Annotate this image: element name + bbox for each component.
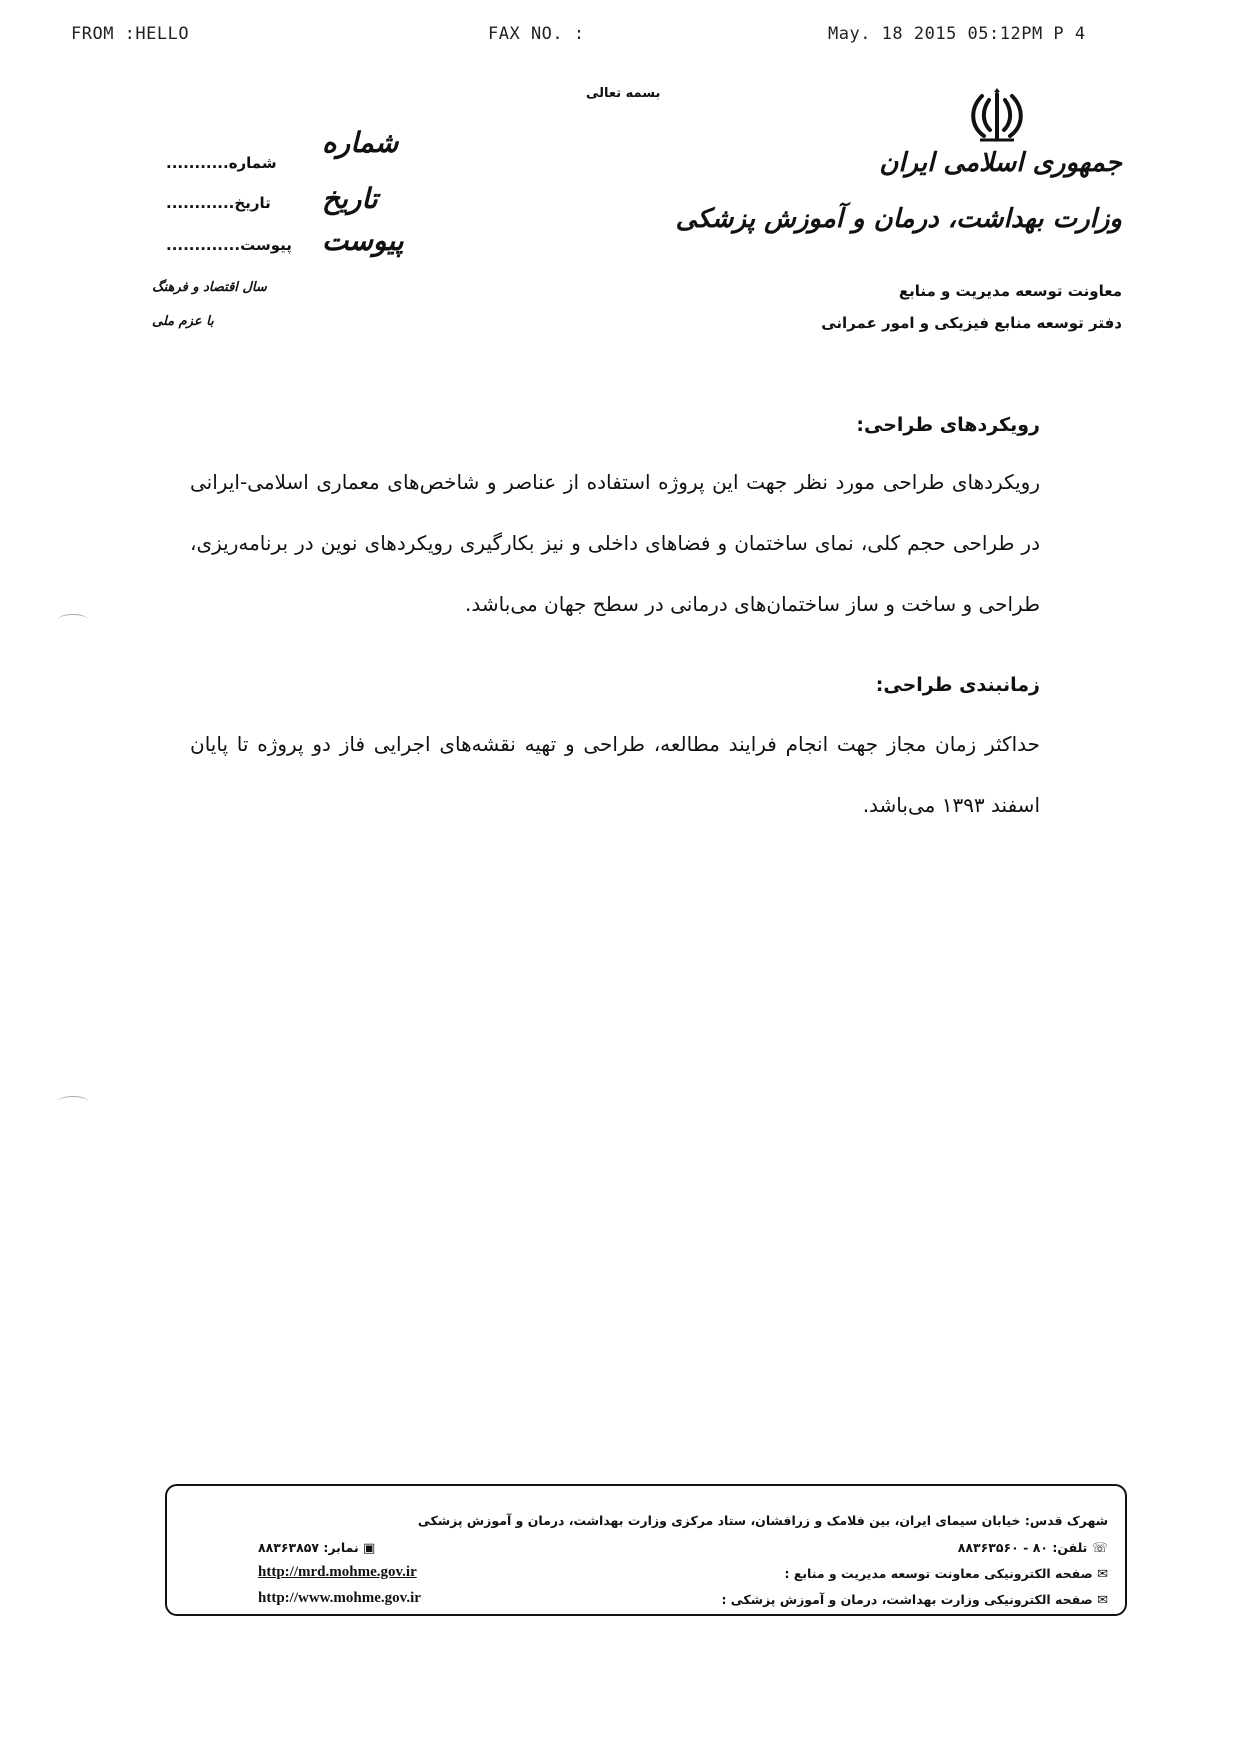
country-name: جمهوری اسلامی ایران	[879, 148, 1122, 178]
attachment-label: پیوست	[322, 224, 404, 257]
deputy-name: معاونت توسعه مدیریت و منابع	[898, 282, 1122, 300]
scan-mark	[58, 614, 88, 625]
footer-web-ministry: ✉ صفحه الکترونیکی وزارت بهداشت، درمان و آموزش پزشکی :	[721, 1592, 1108, 1608]
number-field: شماره...........	[166, 154, 277, 172]
envelope-icon: ✉	[1097, 1567, 1108, 1582]
number-label: شماره	[322, 126, 399, 159]
footer-web-deputy: ✉ صفحه الکترونیکی معاونت توسعه مدیریت و منابع :	[784, 1566, 1108, 1582]
url-ministry-link[interactable]: http://www.mohme.gov.ir	[258, 1590, 421, 1606]
fax-from: FROM :HELLO	[71, 24, 190, 44]
date-field: تاریخ............	[166, 194, 271, 212]
footer-fax: ▣ نمابر: ۸۸۳۶۳۸۵۷	[258, 1540, 376, 1556]
ministry-name: وزارت بهداشت، درمان و آموزش پزشکی	[675, 204, 1122, 234]
url-deputy-link[interactable]: http://mrd.mohme.gov.ir	[258, 1564, 417, 1580]
fax-number: FAX NO. :	[488, 24, 585, 44]
fax-icon: ▣	[363, 1541, 376, 1556]
office-name: دفتر توسعه منابع فیزیکی و امور عمرانی	[821, 314, 1122, 332]
attachment-field: پیوست.............	[166, 236, 292, 254]
envelope-icon: ✉	[1097, 1593, 1108, 1608]
phone-icon: ☏	[1091, 1541, 1108, 1556]
heading-design-schedule: زمانبندی طراحی:	[875, 674, 1040, 696]
bismillah: بسمه تعالی	[586, 86, 661, 101]
date-label: تاریخ	[322, 182, 378, 215]
heading-design-approaches: رویکردهای طراحی:	[856, 414, 1040, 436]
footer-address: شهرک قدس: خیابان سیمای ایران، بین فلامک و زرافشان، ستاد مرکزی وزارت بهداشت، درمان و آموزش پزشکی	[417, 1513, 1108, 1528]
paragraph-design-approaches: رویکردهای طراحی مورد نظر جهت این پروژه استفاده از عناصر و شاخص‌های معماری اسلامی-ایرانی در طراحی حجم کلی، نمای ساختمان و فضاهای داخلی و نیز بکارگیری رویکردهای نوین در برنامه‌ریزی، طراحی و ساخت و ساز ساختمان‌های درمانی در سطح جهان می‌باشد.	[190, 470, 1040, 616]
scan-mark	[58, 1096, 88, 1107]
year-slogan: سال اقتصاد و فرهنگ	[152, 280, 267, 295]
year-slogan-2: با عزم ملی	[152, 314, 214, 329]
iran-emblem-icon	[968, 88, 1026, 144]
fax-date-page: May. 18 2015 05:12PM P 4	[828, 24, 1086, 44]
footer-phone: ☏ تلفن: ۸۰ - ۸۸۳۶۳۵۶۰	[957, 1540, 1108, 1556]
paragraph-design-schedule: حداکثر زمان مجاز جهت انجام فرایند مطالعه، طراحی و تهیه نقشه‌های اجرایی فاز دو پروژه تا پایان اسفند ۱۳۹۳ می‌باشد.	[190, 732, 1040, 817]
